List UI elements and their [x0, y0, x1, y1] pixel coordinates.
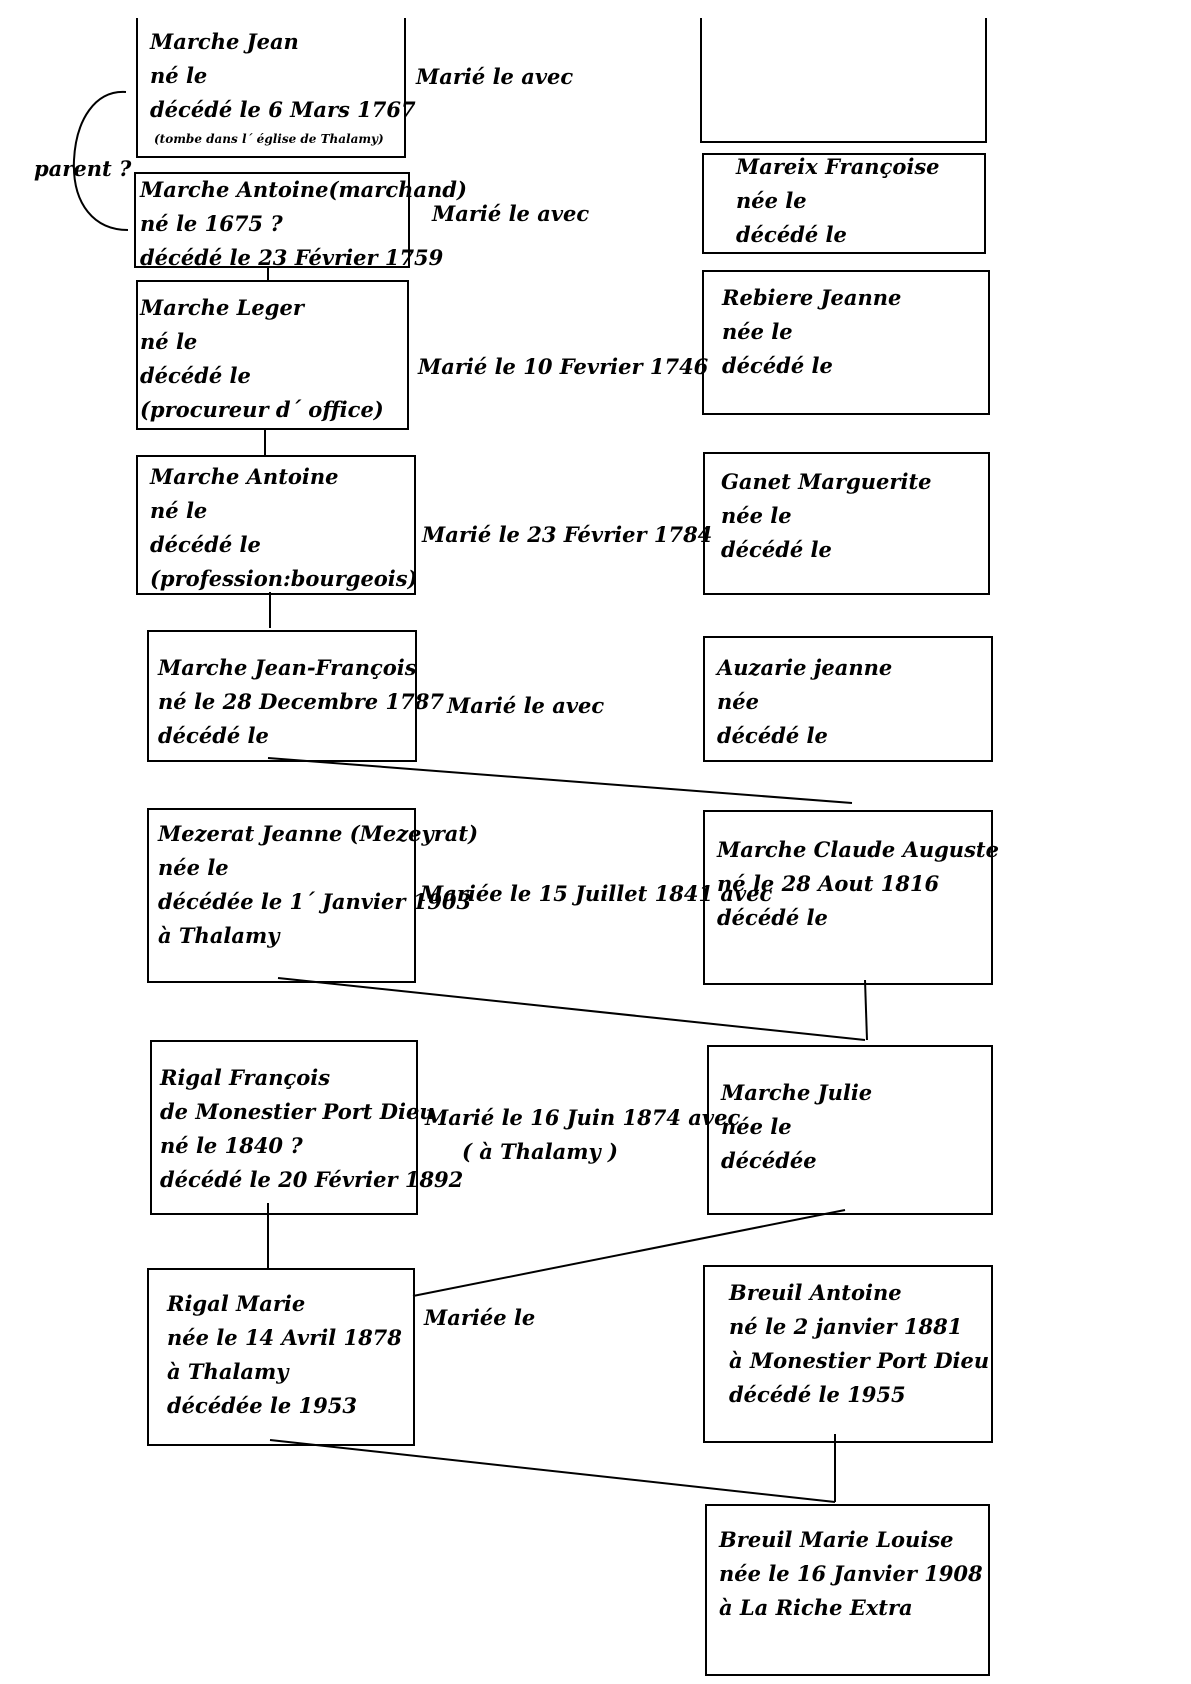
parent-question-label: parent ?: [34, 156, 132, 181]
person-death: décédé le 20 Février 1892: [160, 1167, 464, 1192]
person-death: décédée: [721, 1148, 817, 1173]
person-card-rigal-francois: [150, 1040, 464, 1215]
person-birth: né le 28 Aout 1816: [717, 871, 940, 896]
person-death: décédé le 23 Février 1759: [140, 245, 444, 270]
person-death: décédé le: [736, 222, 847, 247]
person-card-rigal-marie: [147, 1268, 415, 1446]
person-note: (tombe dans l´ église de Thalamy): [154, 132, 384, 146]
person-card-marche-jean-francois: [147, 630, 444, 762]
person-death: décédé le: [158, 723, 269, 748]
person-card-marche-leger: [136, 280, 409, 430]
person-birth: né le 28 Decembre 1787: [158, 689, 444, 714]
person-birth: né le 2 janvier 1881: [729, 1314, 963, 1339]
person-card-marche-antoine-bourgeois: [136, 455, 416, 595]
marriage-label-4: Marié le 23 Février 1784: [422, 522, 713, 547]
person-name: Marche Antoine(marchand): [140, 177, 467, 202]
person-name: Breuil Antoine: [729, 1280, 902, 1305]
person-card-marche-julie: [707, 1045, 993, 1215]
person-name: Mezerat Jeanne (Mezeyrat): [158, 821, 479, 846]
person-birth: né le: [150, 63, 208, 88]
person-place: à La Riche Extra: [719, 1595, 913, 1620]
marriage-label-2: Marié le avec: [432, 201, 590, 226]
person-origin: de Monestier Port Dieu: [160, 1099, 435, 1124]
person-card-mezerat-jeanne: [147, 808, 479, 983]
person-card-unknown-spouse: [700, 18, 987, 143]
person-name: Marche Jean: [150, 29, 299, 54]
person-death: décédée le 1´ Janvier 1903: [158, 889, 472, 914]
person-card-rebiere-jeanne: [702, 270, 990, 415]
connector-jeanfrancois-claude: [268, 758, 852, 803]
person-birth: née le: [721, 503, 792, 528]
person-card-marche-jean: [136, 18, 416, 158]
person-name: Rigal François: [160, 1065, 331, 1090]
marriage-label-6: Mariée le 15 Juillet 1841 avec: [420, 881, 773, 906]
person-birth: née: [717, 689, 759, 714]
person-birth: né le 1675 ?: [140, 211, 283, 236]
person-name: Rebiere Jeanne: [722, 285, 902, 310]
person-name: Breuil Marie Louise: [719, 1527, 954, 1552]
marriage-label-5: Marié le avec: [447, 693, 605, 718]
person-birth: née le: [158, 855, 229, 880]
person-birth: né le 1840 ?: [160, 1133, 303, 1158]
person-birth: née le 16 Janvier 1908: [719, 1561, 983, 1586]
person-note: (procureur d´ office): [140, 397, 384, 422]
person-death: décédé le: [722, 353, 833, 378]
person-birth: née le: [736, 188, 807, 213]
person-death: décédé le: [721, 537, 832, 562]
person-card-breuil-antoine: [703, 1265, 993, 1443]
person-place: à Thalamy: [158, 923, 280, 948]
person-death: décédé le: [140, 363, 251, 388]
person-name: Rigal Marie: [167, 1291, 306, 1316]
person-birth: né le: [140, 329, 198, 354]
person-card-ganet-marguerite: [703, 452, 990, 595]
marriage-place-7: ( à Thalamy ): [462, 1139, 618, 1164]
person-death: décédé le 6 Mars 1767: [150, 97, 416, 122]
person-death: décédé le: [717, 723, 828, 748]
person-card-mareix-francoise: [702, 153, 986, 254]
person-name: Marche Jean-François: [158, 655, 417, 680]
person-name: Mareix Françoise: [736, 154, 940, 179]
person-name: Marche Leger: [140, 295, 304, 320]
connector-marie-marielouise: [270, 1440, 835, 1502]
person-card-auzarie-jeanne: [703, 636, 993, 762]
person-birth: née le 14 Avril 1878: [167, 1325, 402, 1350]
marriage-label-1: Marié le avec: [416, 64, 574, 89]
connector-claude-julie: [865, 980, 867, 1040]
person-name: Marche Julie: [721, 1080, 873, 1105]
connector-mezerat-julie: [278, 978, 865, 1040]
person-death: décédé le: [150, 532, 261, 557]
person-note: (profession:bourgeois): [150, 566, 418, 591]
person-name: Marche Claude Auguste: [717, 837, 999, 862]
person-place: à Monestier Port Dieu: [729, 1348, 990, 1373]
person-name: Ganet Marguerite: [721, 469, 932, 494]
marriage-label-3: Marié le 10 Fevrier 1746: [418, 354, 709, 379]
person-card-marche-claude-auguste: [703, 810, 999, 985]
person-place: à Thalamy: [167, 1359, 289, 1384]
person-name: Marche Antoine: [150, 464, 339, 489]
person-death: décédé le 1955: [729, 1382, 906, 1407]
marriage-label-7: Marié le 16 Juin 1874 avec: [425, 1105, 741, 1130]
person-birth: née le: [721, 1114, 792, 1139]
person-name: Auzarie jeanne: [717, 655, 893, 680]
person-card-marche-antoine-marchand: [134, 172, 467, 270]
person-death: décédé le: [717, 905, 828, 930]
person-birth: née le: [722, 319, 793, 344]
person-birth: né le: [150, 498, 208, 523]
marriage-label-8: Mariée le: [424, 1305, 536, 1330]
person-card-breuil-marie-louise: [705, 1504, 990, 1676]
person-death: décédée le 1953: [167, 1393, 358, 1418]
